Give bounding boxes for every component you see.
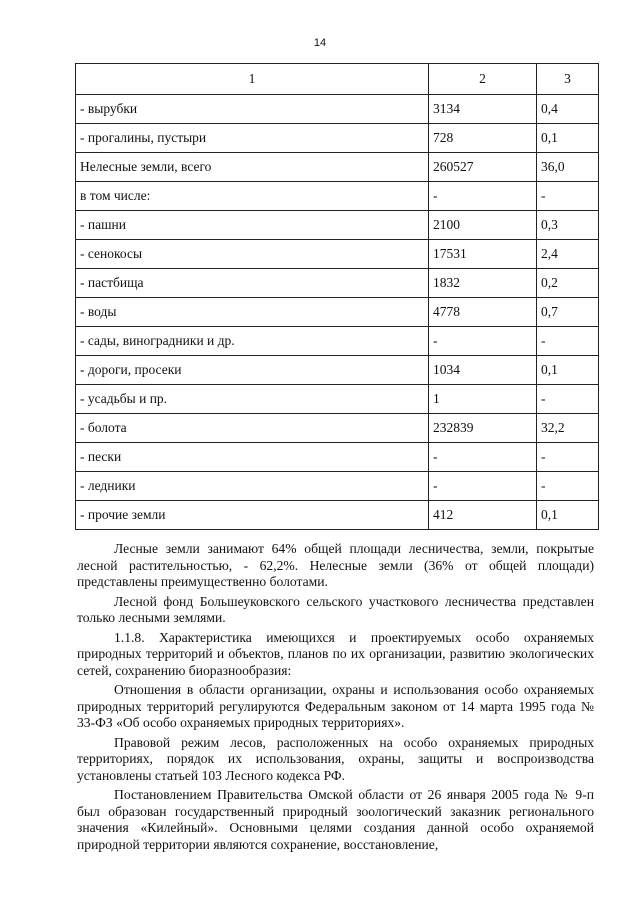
table-row (76, 269, 599, 298)
table-cell: 0,2 (537, 269, 599, 298)
column-header: 1 (76, 64, 429, 95)
table-header-row (76, 64, 599, 95)
table-cell: - (537, 472, 599, 501)
table-row (76, 414, 599, 443)
column-header: 3 (537, 64, 599, 95)
table-cell: 32,2 (537, 414, 599, 443)
table-cell: 0,7 (537, 298, 599, 327)
table-cell: 260527 (429, 153, 537, 182)
table-row (76, 327, 599, 356)
table-cell: Нелесные земли, всего (76, 153, 429, 182)
table-cell: - сады, виноградники и др. (76, 327, 429, 356)
table-cell: 0,1 (537, 501, 599, 530)
table-cell: 4778 (429, 298, 537, 327)
table-cell: - воды (76, 298, 429, 327)
table-row (76, 182, 599, 211)
table-cell: - ледники (76, 472, 429, 501)
table-cell: 2,4 (537, 240, 599, 269)
section-heading: 1.1.8. Характеристика имеющихся и проектируемых особо охраняемых природных территорий и объектов, планов по их организации, развитию экологических сетей, сохранению биоразнообразия: (77, 629, 594, 678)
paragraph: Правовой режим лесов, расположенных на особо охраняемых природных территориях, порядок их использования, охраны, защиты и воспроизводства установлены статьей 103 Лесного кодекса РФ. (77, 734, 594, 783)
table-cell: - дороги, просеки (76, 356, 429, 385)
table-row (76, 356, 599, 385)
table-cell: 17531 (429, 240, 537, 269)
table-cell: - прогалины, пустыри (76, 124, 429, 153)
table-cell: 2100 (429, 211, 537, 240)
table-cell: - (429, 443, 537, 472)
table-cell: - (537, 182, 599, 211)
table-cell: - (429, 472, 537, 501)
table-cell: 0,4 (537, 95, 599, 124)
table-cell: - пастбища (76, 269, 429, 298)
column-header: 2 (429, 64, 537, 95)
table-row (76, 153, 599, 182)
table-cell: 728 (429, 124, 537, 153)
table-cell: - (537, 327, 599, 356)
table-cell: - (429, 182, 537, 211)
table-cell: - усадьбы и пр. (76, 385, 429, 414)
table-cell: - сенокосы (76, 240, 429, 269)
paragraph: Отношения в области организации, охраны и использования особо охраняемых природных территорий регулируются Федеральным законом от 14 марта 1995 года № 33-ФЗ «Об особо охраняемых природных территориях». (77, 682, 594, 730)
table-row (76, 211, 599, 240)
table-row (76, 443, 599, 472)
land-table (75, 63, 599, 530)
table-cell: 36,0 (537, 153, 599, 182)
paragraph: Лесной фонд Большеуковского сельского участкового лесничества представлен только лесными землями. (77, 593, 594, 625)
table-cell: 412 (429, 501, 537, 530)
table-cell: 3134 (429, 95, 537, 124)
table-cell: - (537, 443, 599, 472)
table-row (76, 298, 599, 327)
table-cell: 0,1 (537, 356, 599, 385)
table-cell: - пашни (76, 211, 429, 240)
table-cell: 1034 (429, 356, 537, 385)
table-row (76, 472, 599, 501)
table-cell: - пески (76, 443, 429, 472)
table-cell: в том числе: (76, 182, 429, 211)
table-cell: - вырубки (76, 95, 429, 124)
table-cell: - (537, 385, 599, 414)
table-cell: 0,3 (537, 211, 599, 240)
table-cell: - болота (76, 414, 429, 443)
paragraph: Лесные земли занимают 64% общей площади лесничества, земли, покрытые лесной растительностью, - 62,2%. Нелесные земли (36% от общей площади) представлены преимущественно болотами. (77, 541, 594, 589)
body-text (77, 541, 594, 853)
table-row (76, 124, 599, 153)
table-cell: 0,1 (537, 124, 599, 153)
table-row (76, 501, 599, 530)
table-cell: 232839 (429, 414, 537, 443)
table-cell: 1 (429, 385, 537, 414)
table-cell: - (429, 327, 537, 356)
table-cell: 1832 (429, 269, 537, 298)
paragraph: Постановлением Правительства Омской области от 26 января 2005 года № 9-п был образован государственный природный зоологический заказник регионального значения «Килейный». Основными целями создания данной особо охраняемой природной территории являются сохранение, восстановление, (77, 787, 594, 852)
table-row (76, 385, 599, 414)
page-number: 14 (313, 37, 327, 49)
table-cell: - прочие земли (76, 501, 429, 530)
table-row (76, 240, 599, 269)
table-row (76, 95, 599, 124)
